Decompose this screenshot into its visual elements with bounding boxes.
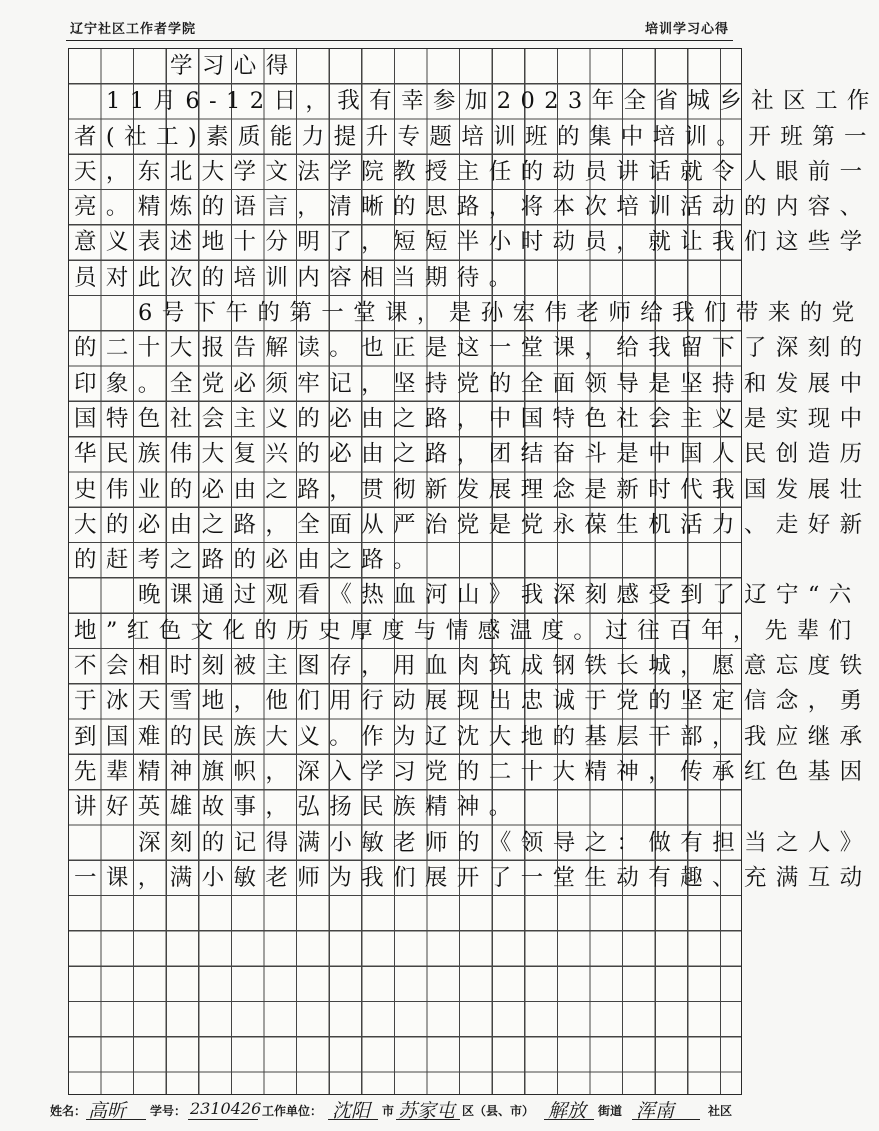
street-underline bbox=[544, 1119, 594, 1120]
essay-line: 一课，满小敏老师为我们展开了一堂生动有趣、充满互动 bbox=[74, 864, 872, 891]
page-header bbox=[0, 0, 799, 44]
essay-line: 地”红色文化的历史厚度与情感温度。过往百年，先辈们 bbox=[74, 617, 861, 644]
community-underline bbox=[632, 1119, 700, 1120]
district-value: 苏家屯 bbox=[398, 1100, 456, 1122]
student-id-label: 学号： bbox=[150, 1104, 187, 1118]
essay-line: 讲好英雄故事，弘扬民族精神。 bbox=[74, 794, 521, 821]
student-id-underline bbox=[188, 1119, 258, 1120]
essay-line: 的二十大报告解读。也正是这一堂课，给我留下了深刻的 bbox=[74, 335, 872, 362]
document-type-title: 培训学习心得 bbox=[644, 22, 729, 37]
city-value: 沈阳 bbox=[332, 1100, 371, 1122]
essay-line: 深刻的记得满小敏老师的《领导之：做有担当之人》 bbox=[138, 829, 872, 856]
essay-line: 到国难的民族大义。作为辽沈大地的基层干部，我应继承 bbox=[74, 723, 872, 750]
district-underline bbox=[396, 1119, 460, 1120]
student-id-value: 2310426 bbox=[190, 1099, 262, 1118]
essay-title: 学习心得 bbox=[170, 53, 298, 79]
essay-line: 天，东北大学文法学院教授主任的动员讲话就令人眼前一 bbox=[74, 158, 872, 185]
district-label: 区（县、市） bbox=[462, 1104, 535, 1118]
essay-body bbox=[69, 49, 879, 1094]
essay-line: 史伟业的必由之路，贯彻新发展理念是新时代我国发展壮 bbox=[74, 476, 872, 503]
institution-title: 辽宁社区工作者学院 bbox=[70, 22, 197, 37]
street-label: 街道 bbox=[598, 1104, 623, 1118]
street-value: 解放 bbox=[548, 1100, 587, 1122]
essay-line: 华民族伟大复兴的必由之路，团结奋斗是中国人民创造历 bbox=[74, 441, 872, 468]
essay-line: 员对此次的培训内容相当期待。 bbox=[74, 264, 521, 291]
city-underline bbox=[328, 1119, 378, 1120]
name-label: 姓名： bbox=[50, 1104, 87, 1118]
community-label: 社区 bbox=[708, 1104, 733, 1118]
essay-line: 者(社工)素质能力提升专题培训班的集中培训。开班第一 bbox=[74, 123, 876, 150]
work-unit-label: 工作单位： bbox=[262, 1104, 323, 1118]
essay-line: 亮。精炼的语言，清晰的思路，将本次培训活动的内容、 bbox=[74, 194, 872, 221]
essay-line: 先辈精神旗帜，深入学习党的二十大精神，传承红色基因 bbox=[74, 758, 872, 785]
essay-line: 6号下午的第一堂课，是孙宏伟老师给我们带来的党 bbox=[138, 300, 864, 327]
author-info-footer bbox=[50, 1096, 770, 1126]
essay-line: 印象。全党必须牢记，坚持党的全面领导是坚持和发展中 bbox=[74, 370, 872, 397]
essay-line: 不会相时刻被主图存，用血肉筑成钢铁长城，愿意忘度铁 bbox=[74, 653, 872, 680]
essay-line: 晚课通过观看《热血河山》我深刻感受到了辽宁“六 bbox=[138, 582, 861, 609]
name-value: 高昕 bbox=[88, 1100, 127, 1122]
name-underline bbox=[86, 1119, 146, 1120]
essay-line: 11月6-12日，我有幸参加2023年全省城乡社区工作 bbox=[106, 88, 879, 115]
header-divider bbox=[66, 40, 733, 41]
essay-line: 意义表述地十分明了，短短半小时动员，就让我们这些学 bbox=[74, 229, 872, 256]
essay-line: 的赶考之路的必由之路。 bbox=[74, 547, 425, 574]
essay-line: 国特色社会主义的必由之路，中国特色社会主义是实现中 bbox=[74, 405, 872, 432]
city-label: 市 bbox=[382, 1104, 395, 1118]
essay-line: 于冰天雪地，他们用行动展现出忠诚于党的坚定信念，勇 bbox=[74, 688, 872, 715]
grid-paper bbox=[68, 48, 879, 1095]
essay-line: 大的必由之路，全面从严治党是党永葆生机活力、走好新 bbox=[74, 511, 872, 538]
community-value: 浑南 bbox=[636, 1100, 675, 1122]
